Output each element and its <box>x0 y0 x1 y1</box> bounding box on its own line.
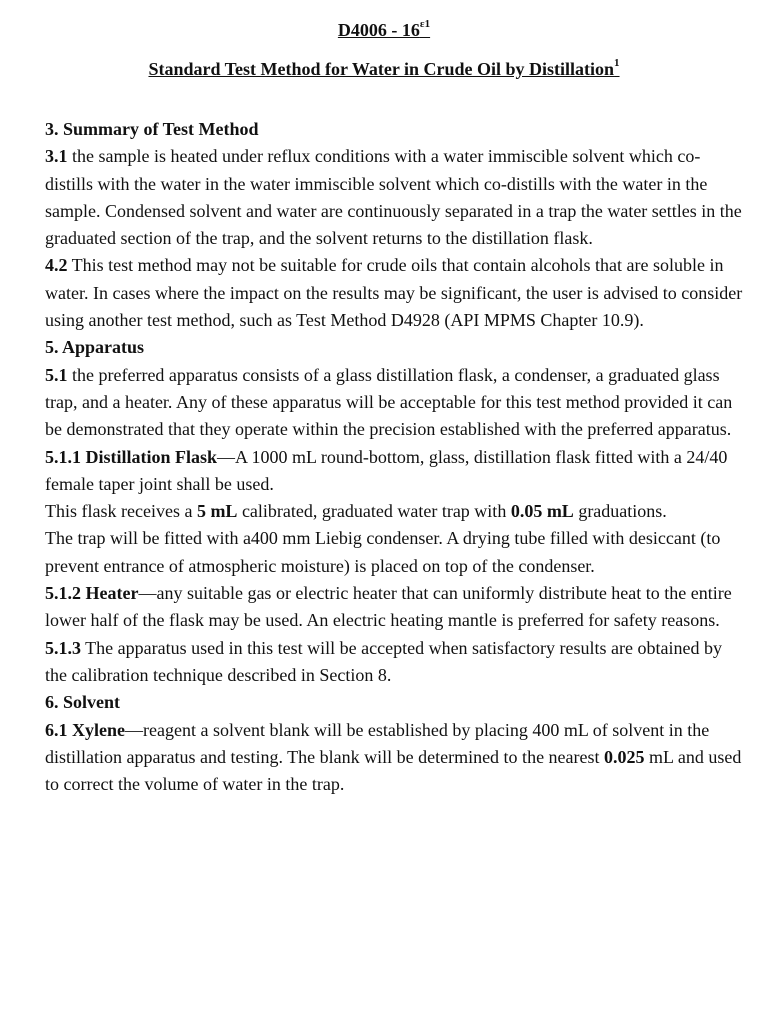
paragraph-text: —any suitable gas or electric heater that can uniformly distribute heat to the entire lower half of the flask may be used. An electric heating mantle is preferred for safety reasons. <box>45 583 732 631</box>
document-title <box>0 57 768 81</box>
paragraph-text: —reagent a solvent blank will be established by placing 400 mL of solvent in the distillation apparatus and testing. The blank will be determined to the nearest <box>45 719 710 767</box>
paragraph-number: 5.1.2 Heater <box>45 583 139 604</box>
solvent-heading-text: 6. Solvent <box>45 692 121 713</box>
paragraph-text: —A 1000 mL round-bottom, glass, distillation flask fitted with a 24/40 female taper joint shall be used. <box>45 446 728 494</box>
designation-superscript: ε1 <box>419 18 431 30</box>
paragraph-6-1 <box>45 717 745 799</box>
section-heading-summary <box>45 116 745 143</box>
document-designation <box>0 18 768 42</box>
apparatus-heading-text: 5. Apparatus <box>45 337 145 358</box>
bold-value: 5 mL <box>196 501 238 522</box>
section-heading-solvent <box>45 689 745 716</box>
paragraph-text: The apparatus used in this test will be accepted when satisfactory results are obtained by the calibration technique described in Section 8. <box>45 637 722 685</box>
paragraph-4-2 <box>45 252 745 334</box>
paragraph-number: 4.2 <box>45 255 68 276</box>
paragraph-text: calibrated, graduated water trap with <box>237 501 511 522</box>
section-heading-apparatus <box>45 334 745 361</box>
paragraph-5-1-3 <box>45 635 745 690</box>
paragraph-text: This flask receives a <box>45 501 197 522</box>
paragraph-text: the sample is heated under reflux conditions with a water immiscible solvent which co-distills with the water in the water immiscible solvent which co-distills with the water in the sample. Condensed solvent and water are continuously separated in a trap the water settles in the graduated section of the trap, and the solvent returns to the distillation flask. <box>45 146 742 249</box>
paragraph-text: The trap will be fitted with a400 mm Liebig condenser. A drying tube filled with desiccant (to prevent entrance of atmospheric moisture) is placed on top of the condenser. <box>45 528 721 576</box>
paragraph-trap-condenser <box>45 525 745 580</box>
document-body <box>45 116 745 798</box>
bold-value: 0.025 <box>604 746 645 767</box>
paragraph-5-1-2 <box>45 580 745 635</box>
designation-text: D4006 - 16 <box>337 20 420 40</box>
title-footnote-marker: 1 <box>614 57 620 69</box>
paragraph-flask-trap <box>45 498 745 525</box>
paragraph-number: 5.1.1 Distillation Flask <box>45 446 218 467</box>
paragraph-number: 5.1 <box>45 364 68 385</box>
title-text: Standard Test Method for Water in Crude Oil by Distillation <box>148 59 615 79</box>
paragraph-5-1-1 <box>45 444 745 499</box>
paragraph-5-1 <box>45 362 745 444</box>
paragraph-text: the preferred apparatus consists of a glass distillation flask, a condenser, a graduated glass trap, and a heater. Any of these apparatus will be acceptable for this test method provided it can be demonstrated that they operate within the precision established with the preferred apparatus. <box>45 364 733 440</box>
paragraph-text: This test method may not be suitable for crude oils that contain alcohols that are soluble in water. In cases where the impact on the results may be significant, the user is advised to consider using another test method, such as Test Method D4928 (API MPMS Chapter 10.9). <box>45 255 743 331</box>
summary-heading-text: 3. Summary of Test Method <box>45 119 259 139</box>
paragraph-number: 5.1.3 <box>45 637 81 658</box>
paragraph-text: mL and used to correct the volume of water in the trap. <box>45 746 742 795</box>
paragraph-number: 3.1 <box>45 146 68 167</box>
paragraph-3-1 <box>45 143 745 252</box>
paragraph-number: 6.1 Xylene <box>45 719 125 740</box>
paragraph-text: graduations. <box>573 501 667 522</box>
bold-value: 0.05 mL <box>510 501 574 522</box>
